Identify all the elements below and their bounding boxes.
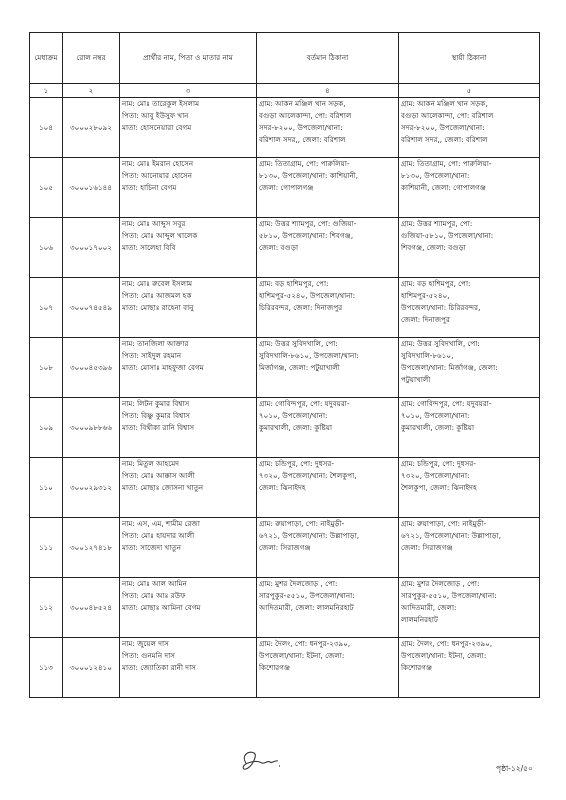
cell-line: সুবিদখালি-৮৬১০, [401,351,454,360]
cell-line: ৫৮১০, উপজেলা/থানা: শিবগঞ্জ, [259,231,354,240]
present-address-cell [257,98,399,158]
present-address-cell [257,458,399,518]
present-address-cell [257,518,399,578]
cell-line: পিতা: আনোয়ার হোসেন [122,171,193,180]
signature-image [238,747,284,775]
cell-line: নাম: মোঃ রুবেল ইসলাম [122,279,193,288]
cell-line: ৭৩২০, উপজেলা/থানা: শৈলকুপা, [259,471,357,480]
cell-line: মাতা: মোছাঃ আমিনা বেগম [122,603,201,612]
roll-cell: ৩০০০৪৫৩৯৬ [63,338,120,398]
cell-line: নাম: জুয়েল দাস [122,639,169,648]
permanent-address-cell [399,218,540,278]
header-number: ১ [30,84,63,98]
cell-line: গুজিয়া-৫৮১০, উপজেলা/থানা: [401,231,494,240]
cell-line: জেলা: সিরাজগঞ্জ [259,543,311,552]
table-row [30,398,540,458]
cell-line: সদর-৮২০০, উপজেলা/থানা: [259,123,343,132]
cell-line: মাতা: সালেহা বিবি [122,243,176,252]
permanent-address-cell [399,158,540,218]
cell-line: উপজেলা/থানা: ইটনা, জেলা: [401,651,487,660]
serial-cell: ১০৬ [30,218,63,278]
cell-line: কিশোরগঞ্জ [259,663,291,672]
name-cell [120,518,257,578]
cell-line: কুমারখালী, জেলা: কুষ্টিয়া [401,423,475,432]
cell-line: বরিশাল সদর,, জেলা: বরিশাল [259,135,346,144]
cell-line: গ্রাম: মুশর দৈলজোড় , পো: [259,579,338,588]
permanent-address-cell [399,638,540,698]
cell-line: পিতা: গুনমনি দাস [122,651,176,660]
cell-line: গ্রাম: মুশর দৈলজোড় , পো: [401,579,480,588]
permanent-address-cell [399,98,540,158]
cell-line: কিশোরগঞ্জ [401,663,433,672]
cell-line: জেলা: সিরাজগঞ্জ [401,543,453,552]
page-number: পৃষ্ঠা-১২/৫০ [496,764,533,773]
name-cell [120,218,257,278]
header-roll: রোল নম্বর [63,33,120,84]
roll-cell: ৩০০০১২৪১০ [63,638,120,698]
header-number: ২ [63,84,120,98]
header-number: ৩ [120,84,257,98]
name-cell [120,98,257,158]
cell-line: নাম: মোঃ ইমরান হোসেন [122,159,194,168]
cell-line: ৭০১০, উপজেলা/থানা: [259,411,328,420]
cell-line: পিতা: আবু ইউসুফ খান [122,111,189,120]
cell-line: বগুড়া আলেকান্দা, পো: বরিশাল [259,111,352,120]
cell-line: গ্রাম: রুয়াপাড়া, পো: নাইমুড়ী- [401,519,487,528]
header-number: ৪ [257,84,399,98]
cell-line: পটুয়াখালী [401,375,431,384]
header-number: ৫ [399,84,540,98]
cell-line: ৭৩২০, উপজেলা/থানা: [401,471,470,480]
cell-line: গ্রাম: দৈলং, পো: ধনপুর-২৩৯০, [401,639,493,648]
cell-line: সুবিদখালি-৮৬১০, উপজেলা/থানা: [259,351,359,360]
cell-line: শৈলকুপা, জেলা: ঝিনাইদহ [401,483,477,492]
cell-line: গ্রাম: আকন মঞ্জিল খান সড়ক, [259,99,346,108]
cell-line: বরিশাল সদর,, জেলা: বরিশাল [401,135,488,144]
cell-line: সদর-৮২০০, উপজেলা/থানা: [401,123,485,132]
permanent-address-cell [399,398,540,458]
serial-cell: ১০৪ [30,98,63,158]
cell-line: গ্রাম: উত্তর শ্যামপুর, পো: [401,219,473,228]
cell-line: কাশিয়ানী, জেলা: গোপালগঞ্জ [401,183,487,192]
cell-line: গ্রাম: তিতাগ্রাম, পো: পারুলিয়া- [259,159,350,168]
cell-line: গ্রাম: চন্ডিপুর, পো: দুধসর- [259,459,334,468]
roll-cell: ৩০০০৪৮৫২৪ [63,578,120,638]
cell-line: পিতা: বিষ্ণু কুমার বিশ্বাস [122,411,191,420]
present-address-cell [257,578,399,638]
cell-line: জেলা: গোপালগঞ্জ [259,183,314,192]
cell-line: নাম: মোঃ তারেকুল ইসলাম [122,99,200,108]
name-cell [120,638,257,698]
roll-cell: ৩০০১২৭৪১৮ [63,518,120,578]
cell-line: জেলা: ঝিনাইদহ [259,483,306,492]
cell-line: পিতা: মোঃ আঃ রউফ [122,591,186,600]
cell-line: ৮১৩০, উপজেলা/থানা: কাশিয়ানী, [259,171,359,180]
cell-line: মাতা: সাজেদা খাতুন [122,543,182,552]
cell-line: মাতা: মোছাঃ জোসনা খাতুন [122,483,204,492]
serial-cell: ১০৯ [30,398,63,458]
serial-cell: ১১১ [30,518,63,578]
cell-line: গ্রাম: তিতাগ্রাম, পো: পারুলিয়া- [401,159,492,168]
cell-line: গ্রাম: উত্তর সুবিদখালি, পো: [401,339,480,348]
table-row [30,218,540,278]
serial-cell: ১১০ [30,458,63,518]
cell-line: মাতা: মোসাঃ মাহফুজা বেগম [122,363,204,372]
table-row [30,578,540,638]
table-row [30,98,540,158]
name-cell [120,278,257,338]
cell-line: বগুড়া আলেকান্দা, পো: বরিশাল [401,111,494,120]
serial-cell: ১০৮ [30,338,63,398]
cell-line: মির্জাগঞ্জ, জেলা: পটুয়াখালী [259,363,340,372]
cell-line: নাম: মিতুল আহমেদ [122,459,179,468]
name-cell [120,578,257,638]
table-row [30,158,540,218]
cell-line: আদিতমারী, জেলা: লালমনিরহাট [259,603,354,612]
cell-line: মাতা: বিথীকা রানি বিশ্বাস [122,423,195,432]
cell-line: গ্রাম: রুয়াপাড়া, পো: নাইমুড়ী- [259,519,345,528]
cell-line: ৮১৩০, উপজেলা/থানা: [401,171,470,180]
cell-line: গ্রাম: উত্তর শ্যামপুর, পো: গুজিয়া- [259,219,357,228]
roll-cell: ৩০০০২৯৩১২ [63,458,120,518]
cell-line: সারপুকুর-৫৫১০, উপজেলা/থানা: [401,591,497,600]
cell-line: পিতা: সাইদুল রহমান [122,351,182,360]
present-address-cell [257,398,399,458]
name-cell [120,398,257,458]
name-cell [120,338,257,398]
cell-line: নাম: এস, এম, শামীম রেজা [122,519,200,528]
cell-line: জেলা: বগুড়া [259,243,299,252]
cell-line: নাম: মোঃ আল আমিন [122,579,187,588]
permanent-address-cell [399,458,540,518]
cell-line: হাশিমপুর-৫২৪০, উপজেলা/থানা: [259,291,356,300]
serial-cell: ১০৫ [30,158,63,218]
roll-cell: ৩০০০১৭০০২ [63,218,120,278]
cell-line: উপজেলা/থানা: ইটনা, জেলা: [259,651,345,660]
cell-line: সারপুকুর-৫৫১০, উপজেলা/থানা: [259,591,355,600]
cell-line: নাম: লিটন কুমার বিশ্বাস [122,399,190,408]
roll-cell: ৩০০০৯৮৮৬৬ [63,398,120,458]
table-row [30,278,540,338]
roll-cell: ৩০০০২৮০৯২ [63,98,120,158]
cell-line: গ্রাম: আকন মঞ্জিল খান সড়ক, [401,99,488,108]
serial-cell: ১১২ [30,578,63,638]
cell-line: কুমারখালী, জেলা: কুষ্টিয়া [259,423,333,432]
cell-line: হাশিমপুর-৫২৪০, [401,291,450,300]
cell-line: পিতা: মোঃ আজমল হক [122,291,192,300]
roll-cell: ৩০০০১৬১৪৪ [63,158,120,218]
table-row [30,338,540,398]
cell-line: আদিতমারী, জেলা: [401,603,457,612]
cell-line: পিতা: মোঃ আক্কাস আলী [122,471,195,480]
cell-line: গ্রাম: বড় হাশিমপুর, পো: [259,279,329,288]
cell-line: ৬৭২১, উপজেলা/থানা: উল্লাপাড়া, [401,531,501,540]
permanent-address-cell [399,578,540,638]
cell-line: উপজেলা/থানা: মির্জাগঞ্জ, জেলা: [401,363,498,372]
permanent-address-cell [399,338,540,398]
cell-line: গ্রাম: গোবিন্দপুর, পো: যদুবয়রা- [401,399,492,408]
cell-line: মাতা: মোছাঃ রাহেনা বানু [122,303,194,312]
cell-line: ৭০১০, উপজেলা/থানা: [401,411,470,420]
header-permanent-address: স্থায়ী ঠিকানা [399,33,540,84]
present-address-cell [257,638,399,698]
cell-line: পিতা: মোঃ হায়দার আলী [122,531,195,540]
header-name: প্রার্থীর নাম, পিতা ও মাতার নাম [120,33,257,84]
cell-line: মাতা: জ্যোতিকা রানী দাস [122,663,196,672]
cell-line: গ্রাম: চন্ডিপুর, পো: দুধসর- [401,459,476,468]
present-address-cell [257,278,399,338]
header-serial: মেধাক্রম [30,33,63,84]
cell-line: নাম: মোঃ আব্দুস সবুর [122,219,186,228]
cell-line: মাতা: হাচিনা বেগম [122,183,177,192]
name-cell [120,458,257,518]
permanent-address-cell [399,278,540,338]
present-address-cell [257,158,399,218]
table-row [30,518,540,578]
cell-line: মাতা: হোসনেয়ারা বেগম [122,123,192,132]
cell-line: ৬৭২১, উপজেলা/থানা: উল্লাপাড়া, [259,531,359,540]
serial-cell: ১১৩ [30,638,63,698]
cell-line: পিতা: মোঃ আব্দুল খালেক [122,231,198,240]
candidate-table [29,32,540,698]
cell-line: লালমনিরহাট [401,615,438,624]
cell-line: উপজেলা/থানা: চিরিরবন্দর, [401,303,481,312]
cell-line: নাম: তানজিলা আক্তার [122,339,189,348]
table-row [30,458,540,518]
roll-cell: ৩০০০৭৪৫৪৯ [63,278,120,338]
present-address-cell [257,218,399,278]
cell-line: গ্রাম: গোবিন্দপুর, পো: যদুবয়রা- [259,399,350,408]
present-address-cell [257,338,399,398]
permanent-address-cell [399,518,540,578]
cell-line: শিবগঞ্জ, জেলা: বগুড়া [401,243,466,252]
serial-cell: ১০৭ [30,278,63,338]
cell-line: গ্রাম: উত্তর সুবিদখালি, পো: [259,339,338,348]
name-cell [120,158,257,218]
table-row [30,638,540,698]
cell-line: গ্রাম: বড় হাশিমপুর, পো: [401,279,471,288]
cell-line: চিরিরবন্দর, জেলা: দিনাজপুর [259,303,343,312]
cell-line: জেলা: দিনাজপুর [401,315,450,324]
header-present-address: বর্তমান ঠিকানা [257,33,399,84]
cell-line: গ্রাম: দৈলং, পো: ধনপুর-২৩৯০, [259,639,351,648]
